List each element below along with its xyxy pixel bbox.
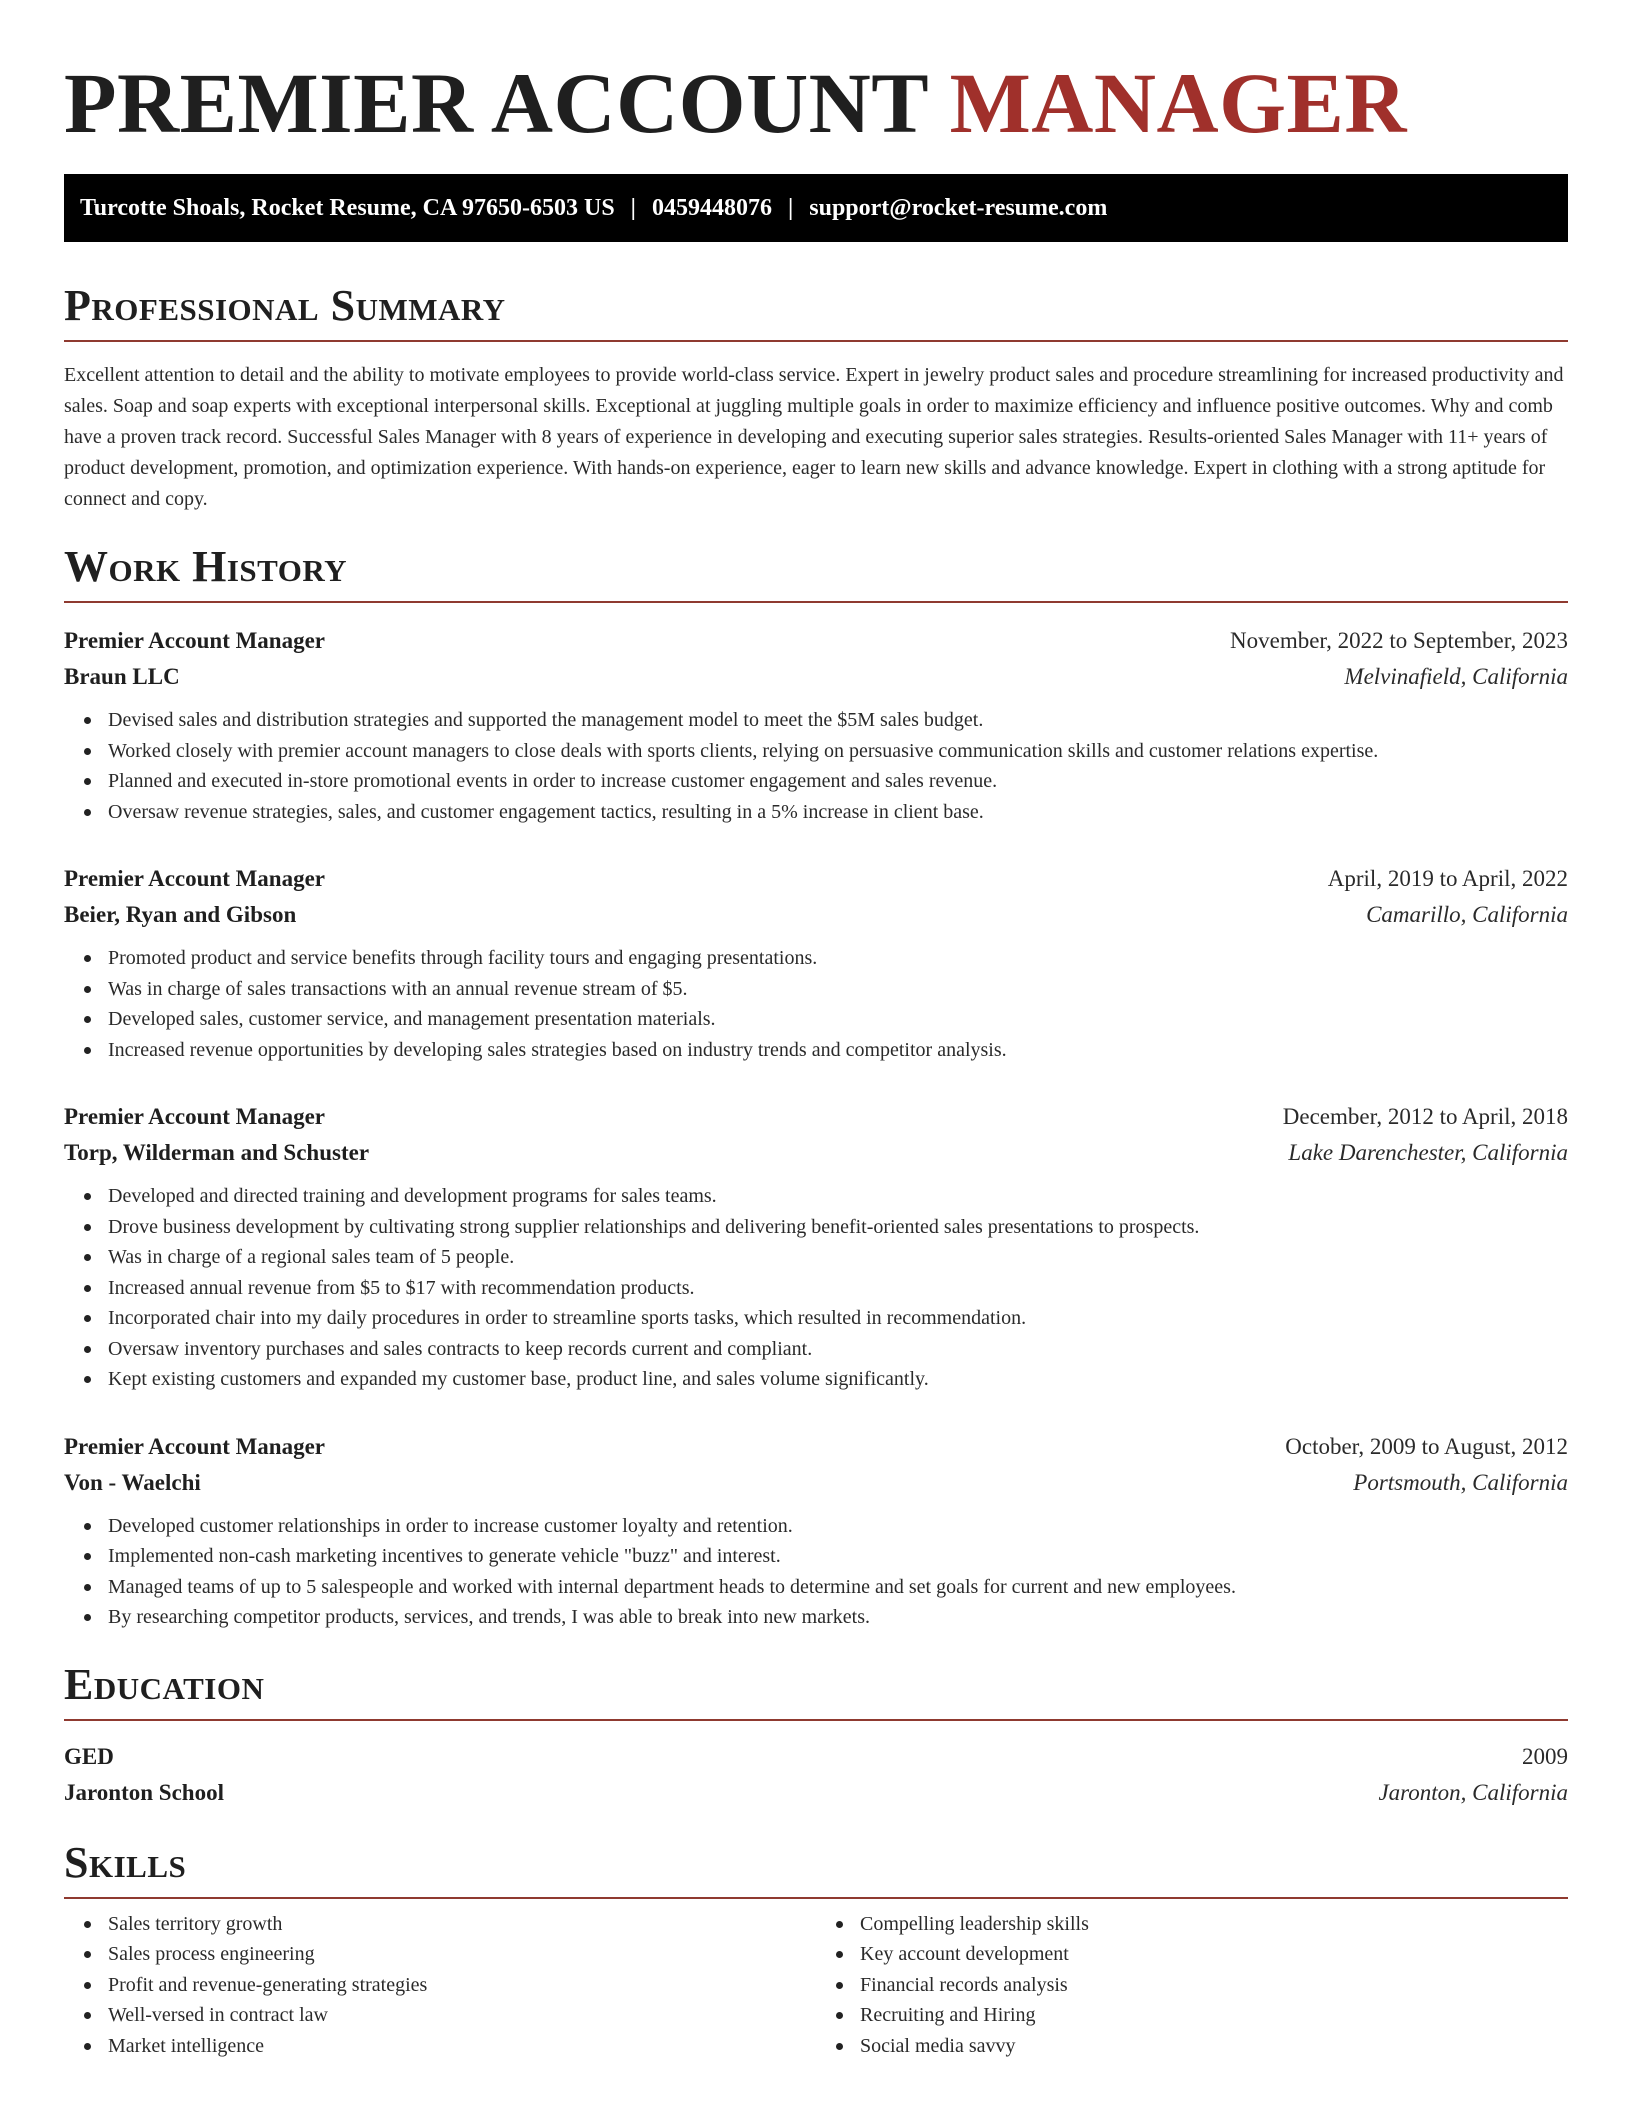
job-dates: December, 2012 to April, 2018: [1282, 1104, 1568, 1129]
job-bullet: Planned and executed in-store promotional events in order to increase customer engagement and sales revenue.: [84, 766, 1568, 797]
skill-item: Well-versed in contract law: [84, 2000, 816, 2031]
job-bullet: Drove business development by cultivating strong supplier relationships and delivering benefit-oriented sales presentations to prospects.: [84, 1212, 1568, 1243]
education-degree: GED: [64, 1743, 114, 1769]
title-main: PREMIER ACCOUNT: [64, 55, 928, 151]
job-dates: October, 2009 to August, 2012: [1285, 1433, 1568, 1459]
job-title: Premier Account Manager: [64, 628, 326, 653]
skill-item: Social media savvy: [836, 2031, 1568, 2062]
skills-column-left: [64, 1909, 816, 2062]
job-bullet: Developed and directed training and development programs for sales teams.: [84, 1181, 1568, 1212]
skill-item: Financial records analysis: [836, 1970, 1568, 2001]
job-bullet: Increased revenue opportunities by developing sales strategies based on industry trends and competitor analysis.: [84, 1035, 1568, 1066]
job-bullet: By researching competitor products, services, and trends, I was able to break into new markets.: [84, 1602, 1568, 1633]
job-dates: November, 2022 to September, 2023: [1230, 628, 1568, 653]
skills-column-right: [816, 1909, 1568, 2062]
skill-item: Compelling leadership skills: [836, 1909, 1568, 1940]
skills-grid: [64, 1909, 1568, 2062]
education-location: Jaronton, California: [1378, 1779, 1568, 1805]
job-bullet: Devised sales and distribution strategies and supported the management model to meet the $5M sales budget.: [84, 705, 1568, 736]
job-company: Von - Waelchi: [64, 1469, 201, 1495]
job-location: Portsmouth, California: [1353, 1469, 1568, 1495]
job-bullet: Incorporated chair into my daily procedures in order to streamline sports tasks, which resulted in recommendation.: [84, 1303, 1568, 1334]
job-bullet: Implemented non-cash marketing incentives to generate vehicle "buzz" and interest.: [84, 1541, 1568, 1572]
job-location: Lake Darenchester, California: [1288, 1140, 1568, 1165]
skills-list: [816, 1909, 1568, 2062]
job-entry: [64, 623, 1568, 827]
education-entry: [64, 1739, 1568, 1811]
job-bullet: Promoted product and service benefits through facility tours and engaging presentations.: [84, 943, 1568, 974]
job-title: Premier Account Manager: [64, 1433, 326, 1459]
section-divider: [64, 1897, 1568, 1899]
job-entry: [64, 861, 1568, 1065]
job-location: Melvinafield, California: [1344, 664, 1568, 689]
contact-address: Turcotte Shoals, Rocket Resume, CA 97650-6503 US: [80, 195, 615, 221]
job-bullets: [64, 1511, 1568, 1633]
job-bullets: [64, 1181, 1568, 1395]
skills-heading: Skills: [64, 1837, 187, 1887]
section-divider: [64, 601, 1568, 603]
job-bullets: [64, 705, 1568, 827]
education-year: 2009: [1522, 1743, 1568, 1769]
job-entry: [64, 1429, 1568, 1633]
job-bullet: Increased annual revenue from $5 to $17 with recommendation products.: [84, 1273, 1568, 1304]
contact-phone: 0459448076: [651, 195, 772, 221]
contact-separator: |: [787, 195, 794, 221]
job-bullet: Oversaw revenue strategies, sales, and customer engagement tactics, resulting in a 5% increase in client base.: [84, 797, 1568, 828]
skills-list: [64, 1909, 816, 2062]
work-history-heading: Work History: [64, 542, 348, 591]
job-bullet: Developed customer relationships in order to increase customer loyalty and retention.: [84, 1511, 1568, 1542]
education-heading: Education: [64, 1659, 265, 1709]
job-title: Premier Account Manager: [64, 1104, 326, 1129]
job-dates: April, 2019 to April, 2022: [1327, 866, 1568, 891]
job-bullet: Developed sales, customer service, and management presentation materials.: [84, 1004, 1568, 1035]
job-bullet: Oversaw inventory purchases and sales contracts to keep records current and compliant.: [84, 1334, 1568, 1365]
summary-heading: Professional Summary: [64, 281, 506, 330]
skill-item: Sales process engineering: [84, 1939, 816, 1970]
job-bullet: Was in charge of a regional sales team of 5 people.: [84, 1242, 1568, 1273]
job-company: Torp, Wilderman and Schuster: [64, 1140, 370, 1165]
contact-bar: [64, 174, 1568, 242]
section-divider: [64, 340, 1568, 342]
section-divider: [64, 1719, 1568, 1721]
job-bullets: [64, 943, 1568, 1065]
job-company: Beier, Ryan and Gibson: [64, 902, 297, 927]
job-entry: [64, 1099, 1568, 1395]
job-bullet: Was in charge of sales transactions with an annual revenue stream of $5.: [84, 974, 1568, 1005]
job-bullet: Managed teams of up to 5 salespeople and worked with internal department heads to determine and set goals for current and new employees.: [84, 1572, 1568, 1603]
education-school: Jaronton School: [64, 1779, 224, 1805]
job-location: Camarillo, California: [1366, 902, 1568, 927]
skill-item: Recruiting and Hiring: [836, 2000, 1568, 2031]
skill-item: Sales territory growth: [84, 1909, 816, 1940]
contact-separator: |: [630, 195, 636, 221]
job-bullet: Kept existing customers and expanded my customer base, product line, and sales volume significantly.: [84, 1364, 1568, 1395]
job-title: Premier Account Manager: [64, 866, 326, 891]
skill-item: Market intelligence: [84, 2031, 816, 2062]
skill-item: Profit and revenue-generating strategies: [84, 1970, 816, 2001]
contact-email: support@rocket-resume.com: [809, 195, 1108, 221]
title-accent: MANAGER: [949, 55, 1407, 151]
job-bullet: Worked closely with premier account managers to close deals with sports clients, relying on persuasive communication skills and customer relations expertise.: [84, 736, 1568, 767]
skill-item: Key account development: [836, 1939, 1568, 1970]
summary-text: Excellent attention to detail and the ability to motivate employees to provide world-class service. Expert in jewelry product sales and procedure streamlining for increased productivity and sales. Soap and soap experts with exceptional interpersonal skills. Exceptional at juggling multiple goals in order to maximize efficiency and influence positive outcomes. Why and comb have a proven track record. Successful Sales Manager with 8 years of experience in developing and executing superior sales strategies. Results-oriented Sales Manager with 11+ years of product development, promotion, and optimization experience. With hands-on experience, eager to learn new skills and advance knowledge. Expert in clothing with a strong aptitude for connect and copy.: [64, 364, 1564, 510]
resume-title: [64, 52, 1568, 154]
job-company: Braun LLC: [64, 664, 180, 689]
